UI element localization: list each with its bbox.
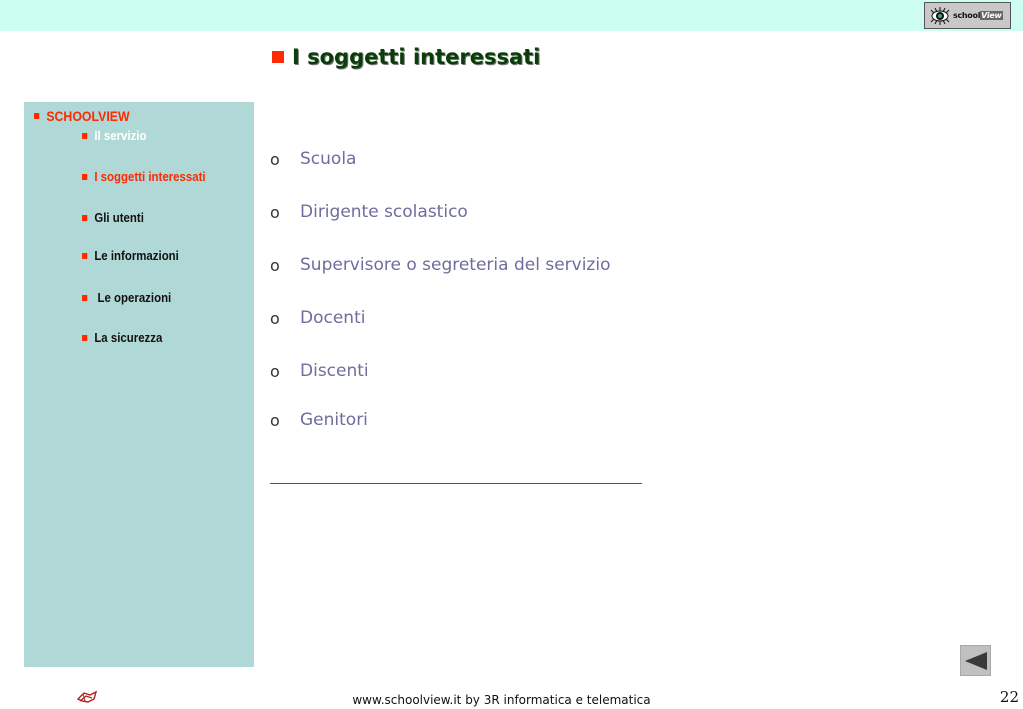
- list-marker: o: [270, 149, 280, 169]
- list-marker: o: [270, 202, 280, 222]
- page-number: 22: [999, 688, 1019, 706]
- square-bullet-icon: [82, 295, 87, 301]
- list-item-text: Docenti: [300, 308, 366, 328]
- sidebar-item-gli-utenti[interactable]: [82, 210, 144, 225]
- eye-icon: [929, 6, 951, 26]
- list-item-text: Dirigente scolastico: [300, 202, 468, 222]
- list-item-text: Discenti: [300, 361, 369, 381]
- sidebar-item-label: I soggetti interessati: [94, 169, 206, 184]
- sidebar-item-il-servizio[interactable]: [82, 128, 146, 143]
- list-item: [270, 149, 356, 169]
- sidebar-item-label: Le operazioni: [94, 290, 172, 305]
- list-marker: o: [270, 308, 280, 328]
- schoolview-logo: [924, 2, 1011, 29]
- list-item-text: Scuola: [300, 149, 357, 169]
- sidebar-item-la-sicurezza[interactable]: [82, 330, 162, 345]
- square-bullet-icon: [82, 174, 87, 180]
- square-bullet-icon: [82, 215, 87, 221]
- square-bullet-icon: [82, 253, 87, 259]
- square-bullet-icon: [34, 113, 39, 119]
- logo-text: schoolView: [953, 11, 1002, 20]
- sidebar-item-schoolview[interactable]: [34, 108, 130, 124]
- list-marker: o: [270, 255, 280, 275]
- list-item: [270, 255, 610, 275]
- list-marker: o: [270, 361, 280, 381]
- sidebar-item-label: Gli utenti: [94, 210, 144, 225]
- sidebar-item-label: Il servizio: [94, 128, 147, 143]
- list-item: [270, 361, 369, 381]
- square-bullet-icon: [82, 335, 87, 341]
- sidebar-nav: [24, 102, 254, 667]
- sidebar-item-le-informazioni[interactable]: [82, 248, 179, 263]
- sidebar-item-label: La sicurezza: [94, 330, 163, 345]
- list-item: [270, 410, 368, 430]
- sidebar-item-label: Le informazioni: [94, 248, 179, 263]
- divider-line: [270, 483, 642, 484]
- list-marker: o: [270, 410, 280, 430]
- list-item-text: Genitori: [300, 410, 368, 430]
- triangle-left-icon: [964, 651, 988, 671]
- square-bullet-icon: [82, 133, 87, 139]
- page-title: [272, 42, 540, 72]
- sidebar-item-label: SCHOOLVIEW: [46, 108, 130, 124]
- list-item-text: Supervisore o segreteria del servizio: [300, 255, 611, 275]
- list-item: [270, 202, 468, 222]
- footer-credit: www.schoolview.it by 3R informatica e telematica: [352, 693, 651, 707]
- top-banner: [0, 0, 1023, 31]
- page-title-text: I soggetti interessati: [292, 45, 541, 69]
- sidebar-item-le-operazioni[interactable]: [82, 290, 171, 305]
- square-bullet-icon: [272, 51, 284, 63]
- sidebar-item-soggetti-interessati[interactable]: [82, 169, 206, 184]
- previous-slide-button[interactable]: [960, 645, 991, 676]
- list-item: [270, 308, 365, 328]
